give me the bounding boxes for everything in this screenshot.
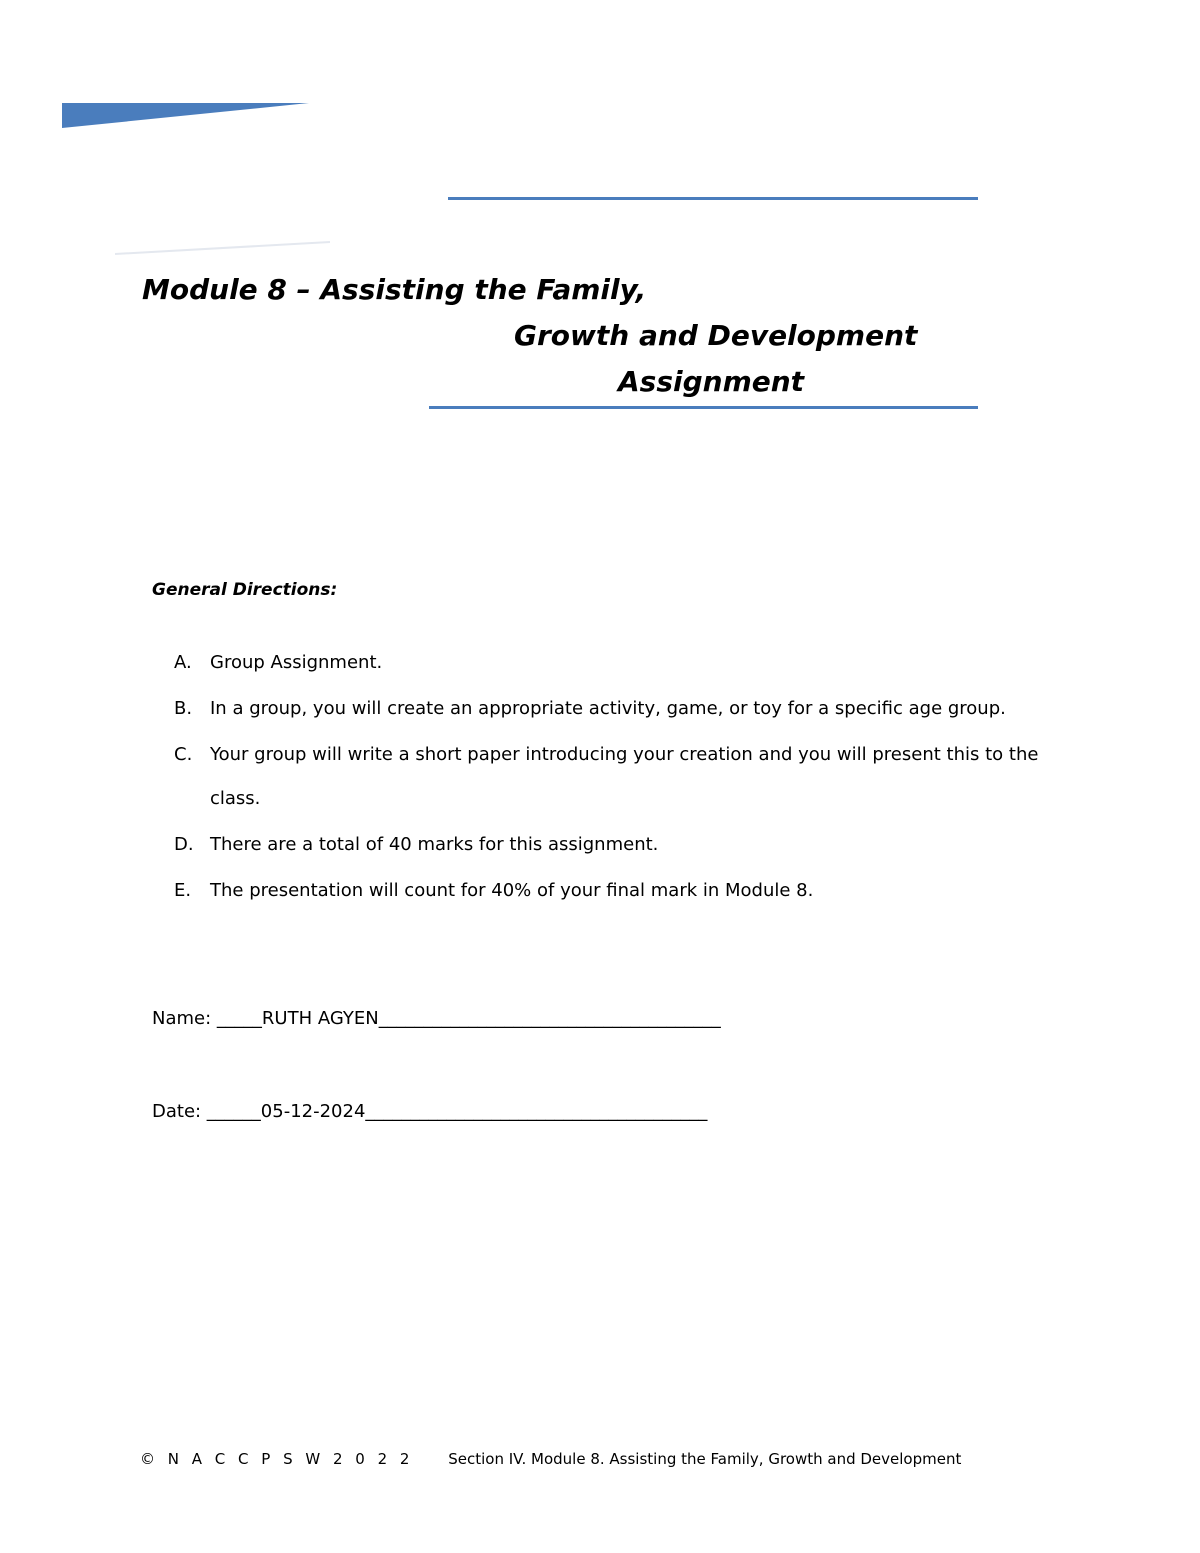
list-item	[174, 641, 1074, 685]
list-item	[174, 733, 1074, 821]
header-accent-wedge	[62, 103, 312, 129]
list-item	[174, 823, 1074, 867]
footer-copyright: © N A C C P S W 2 0 2 2	[140, 1450, 414, 1468]
title-line-2: Growth and Development	[514, 319, 918, 352]
directions-heading: General Directions:	[152, 580, 338, 600]
list-item-text: In a group, you will create an appropriate activity, game, or toy for a specific age group.	[210, 698, 1006, 719]
title-line-3: Assignment	[618, 365, 805, 398]
title-bottom-rule	[429, 406, 978, 409]
footer-section-title: Section IV. Module 8. Assisting the Family, Growth and Development	[448, 1450, 962, 1468]
list-item-letter: D.	[174, 834, 194, 855]
list-item-letter: C.	[174, 744, 193, 765]
list-item	[174, 687, 1074, 731]
list-item-text: There are a total of 40 marks for this assignment.	[210, 834, 659, 855]
list-item-letter: B.	[174, 698, 193, 719]
faint-decorative-line	[115, 240, 330, 256]
list-item-text: The presentation will count for 40% of your final mark in Module 8.	[210, 880, 814, 901]
title-line-1: Module 8 – Assisting the Family,	[142, 273, 647, 306]
list-item-text: Group Assignment.	[210, 652, 383, 673]
list-item-letter: E.	[174, 880, 192, 901]
name-field: Name: _____RUTH AGYEN______________________________________	[152, 1008, 721, 1029]
list-item	[174, 869, 1074, 913]
title-top-rule	[448, 197, 978, 200]
list-item-letter: A.	[174, 652, 192, 673]
directions-list	[174, 641, 1074, 915]
page-footer	[140, 1450, 961, 1468]
list-item-text: Your group will write a short paper introducing your creation and you will present this to the class.	[210, 744, 1039, 809]
date-field: Date: ______05-12-2024______________________________________	[152, 1101, 708, 1122]
